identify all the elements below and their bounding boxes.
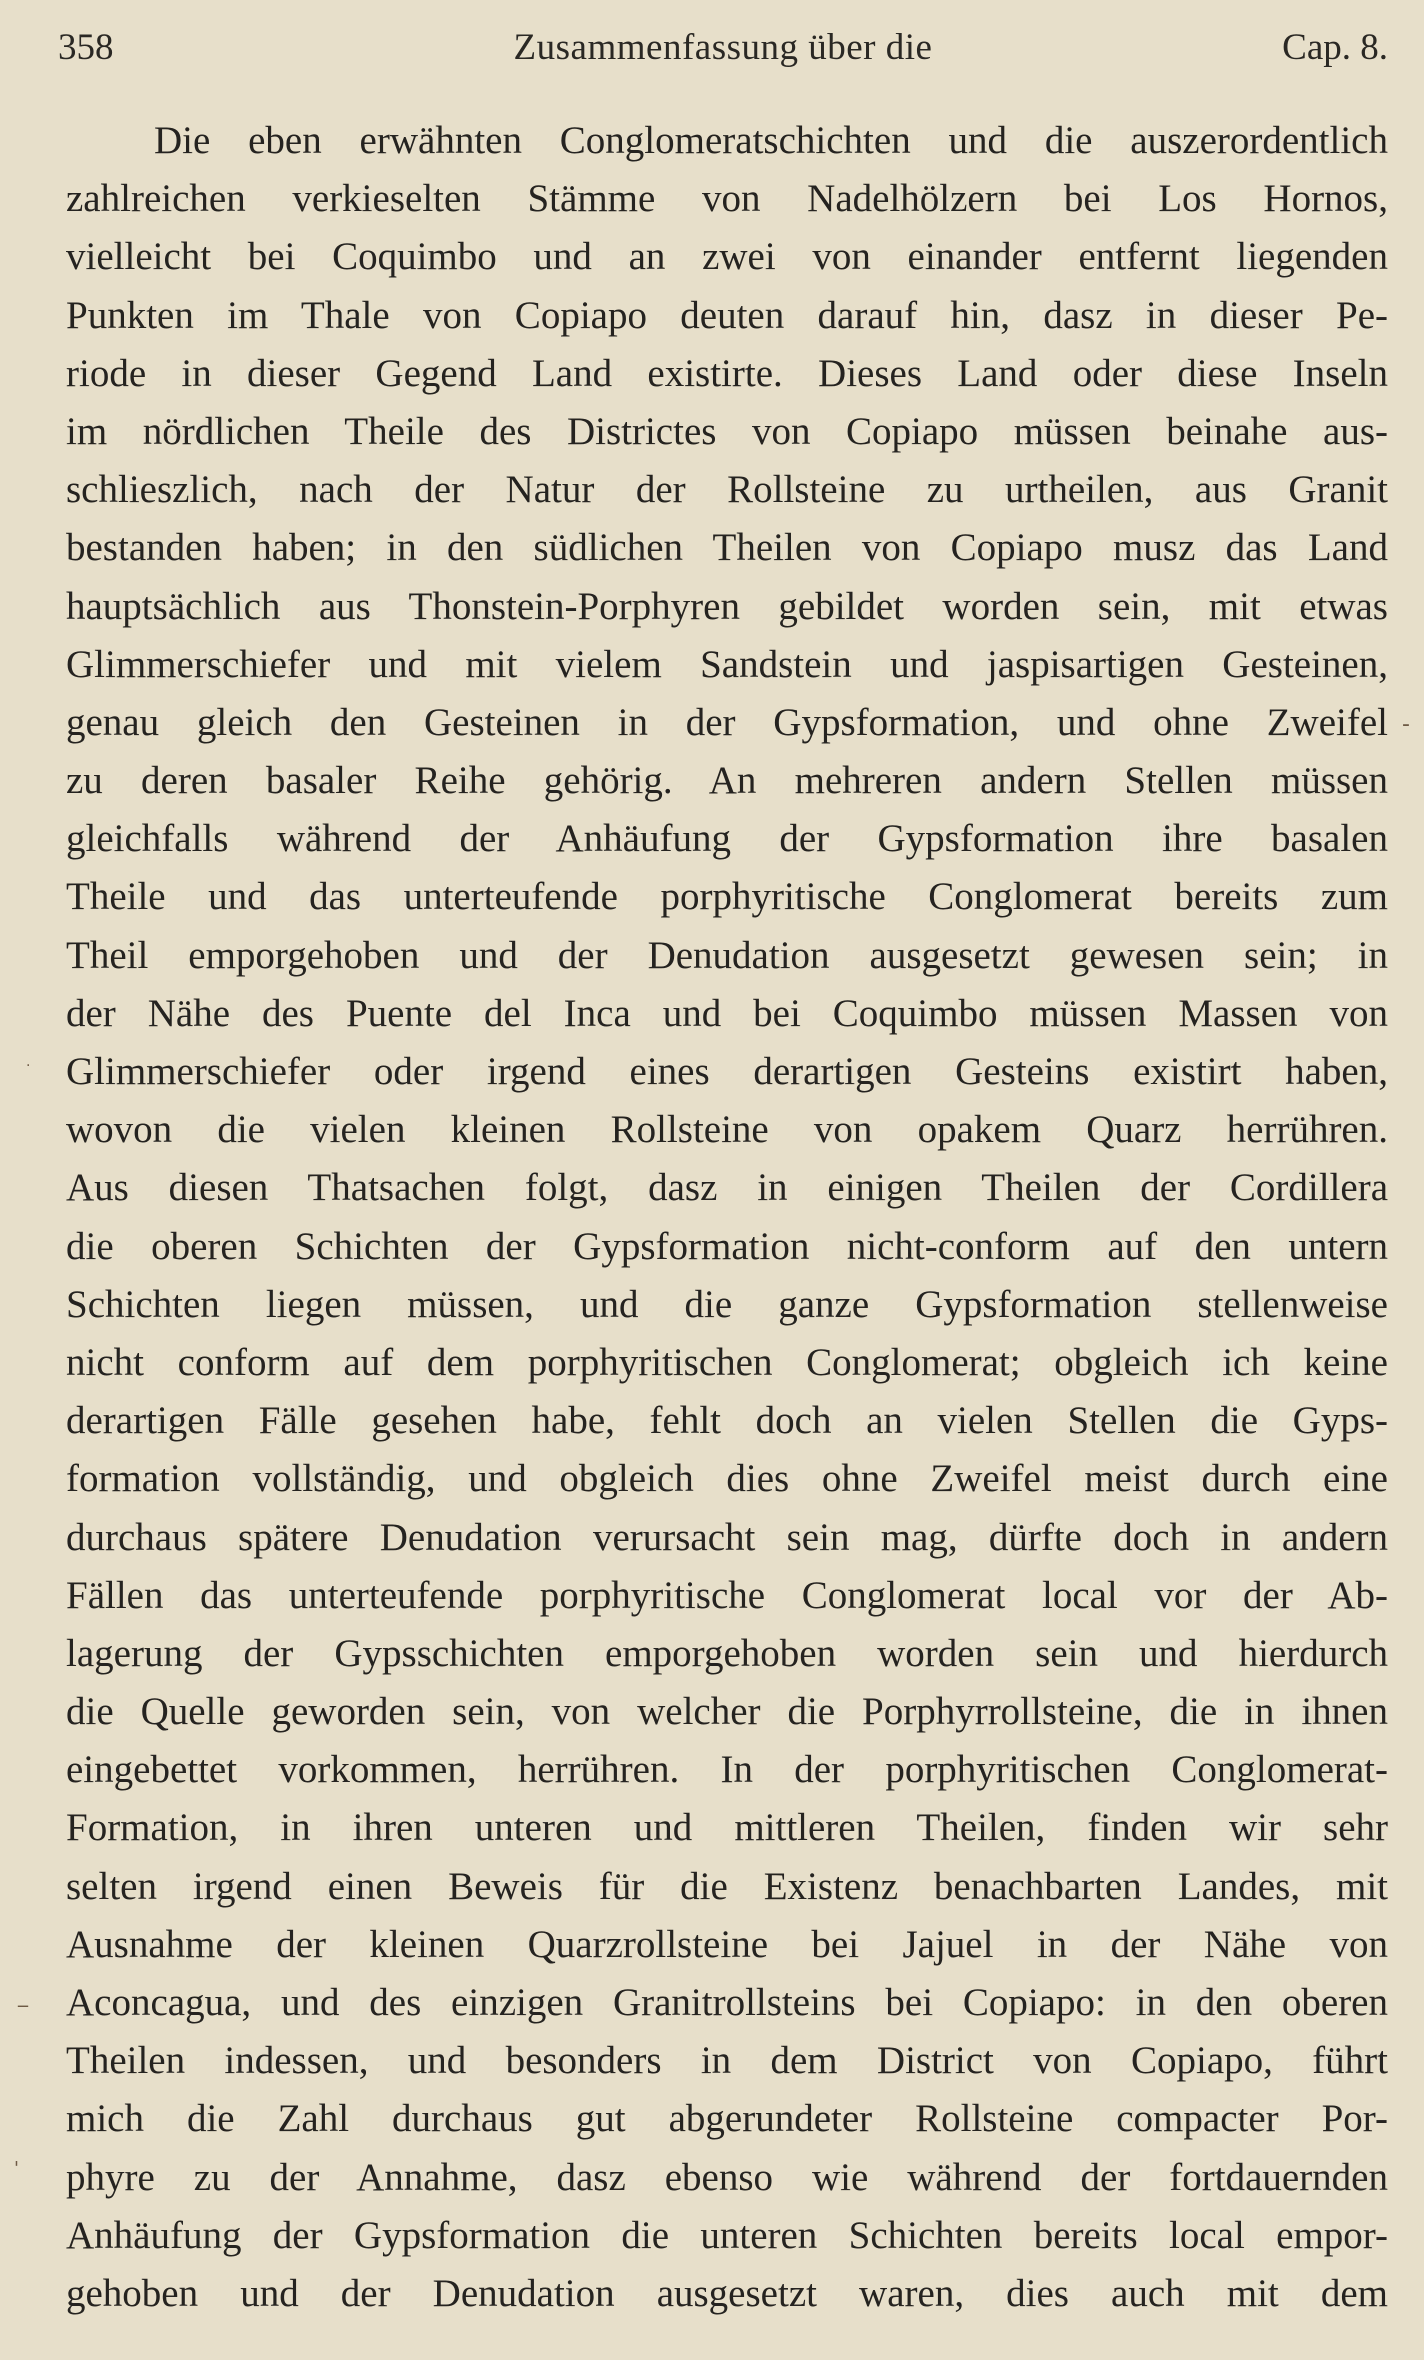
text-line: riode in dieser Gegend Land existirte. Dieses Land oder diese Inseln: [66, 351, 1388, 395]
text-line: Aus diesen Thatsachen folgt, dasz in einigen Theilen der Cordillera: [66, 1166, 1388, 1210]
text-line: zu deren basaler Reihe gehörig. An mehreren andern Stellen müssen: [66, 759, 1388, 803]
text-line: Die eben erwähnten Conglomeratschichten und die auszerordentlich: [154, 119, 1388, 162]
text-line: im nördlichen Theile des Districtes von Copiapo müssen beinahe aus-: [66, 409, 1388, 453]
text-line: die Quelle geworden sein, von welcher die Porphyrrollsteine, die in ihnen: [66, 1690, 1388, 1734]
text-line: bestanden haben; in den südlichen Theilen von Copiapo musz das Land: [66, 526, 1388, 570]
text-line: Theile und das unterteufende porphyritische Conglomerat bereits zum: [66, 875, 1388, 919]
text-line: Anhäufung der Gypsformation die unteren Schichten bereits local empor-: [66, 2213, 1388, 2257]
text-line: der Nähe des Puente del Inca und bei Coquimbo müssen Massen von: [66, 991, 1388, 1035]
text-line: die oberen Schichten der Gypsformation nicht-conform auf den untern: [66, 1224, 1388, 1268]
text-line: mich die Zahl durchaus gut abgerundeter Rollsteine compacter Por-: [66, 2097, 1388, 2141]
margin-mark-dash: ‾: [18, 2002, 28, 2026]
text-line: Formation, in ihren unteren und mittleren Theilen, finden wir sehr: [66, 1806, 1388, 1850]
text-line: gehoben und der Denudation ausgesetzt waren, dies auch mit dem: [66, 2271, 1388, 2315]
text-line: durchaus spätere Denudation verursacht sein mag, dürfte doch in andern: [66, 1515, 1388, 1559]
page-header: [58, 18, 1388, 78]
text-line: gleichfalls während der Anhäufung der Gypsformation ihre basalen: [66, 817, 1388, 861]
text-line: formation vollständig, und obgleich dies ohne Zweifel meist durch eine: [66, 1457, 1388, 1501]
text-line: Aconcagua, und des einzigen Granitrollsteins bei Copiapo: in den oberen: [66, 1981, 1388, 2024]
text-line: nicht conform auf dem porphyritischen Conglomerat; obgleich ich keine: [66, 1340, 1388, 1384]
running-title: Zusammenfassung über die: [513, 27, 933, 68]
text-line: Theilen indessen, und besonders in dem District von Copiapo, führt: [66, 2039, 1388, 2083]
chapter-label: Cap. 8.: [1282, 27, 1388, 68]
margin-mark-right: -: [1402, 712, 1410, 737]
margin-mark-tick: ': [14, 2158, 19, 2179]
text-line: selten irgend einen Beweis für die Existenz benachbarten Landes, mit: [66, 1864, 1388, 1908]
text-line: Ausnahme der kleinen Quarzrollsteine bei Jajuel in der Nähe von: [66, 1922, 1388, 1966]
text-line: zahlreichen verkieselten Stämme von Nadelhölzern bei Los Hornos,: [66, 177, 1388, 221]
text-line: Glimmerschiefer und mit vielem Sandstein und jaspisartigen Gesteinen,: [66, 642, 1388, 686]
text-line: Schichten liegen müssen, und die ganze Gypsformation stellenweise: [66, 1282, 1388, 1326]
text-line: schlieszlich, nach der Natur der Rollsteine zu urtheilen, aus Granit: [66, 468, 1388, 512]
text-line: vielleicht bei Coquimbo und an zwei von einander entfernt liegenden: [66, 235, 1388, 279]
text-line: wovon die vielen kleinen Rollsteine von opakem Quarz herrühren.: [66, 1108, 1388, 1152]
text-line: lagerung der Gypsschichten emporgehoben worden sein und hierdurch: [66, 1631, 1388, 1675]
margin-mark-dot: ·: [26, 1058, 31, 1074]
text-line: Theil emporgehoben und der Denudation ausgesetzt gewesen sein; in: [66, 933, 1388, 977]
paragraph: [66, 112, 1388, 2323]
text-line: Fällen das unterteufende porphyritische Conglomerat local vor der Ab-: [66, 1573, 1388, 1617]
page-number: 358: [58, 27, 114, 68]
text-line: eingebettet vorkommen, herrühren. In der porphyritischen Conglomerat-: [66, 1748, 1388, 1792]
text-line: phyre zu der Annahme, dasz ebenso wie während der fortdauernden: [66, 2155, 1388, 2199]
text-line: Punkten im Thale von Copiapo deuten darauf hin, dasz in dieser Pe-: [66, 293, 1388, 337]
text-line: Glimmerschiefer oder irgend eines derartigen Gesteins existirt haben,: [66, 1050, 1388, 1093]
text-line: genau gleich den Gesteinen in der Gypsformation, und ohne Zweifel: [66, 700, 1388, 744]
text-line: derartigen Fälle gesehen habe, fehlt doch an vielen Stellen die Gyps-: [66, 1399, 1388, 1443]
text-line: hauptsächlich aus Thonstein-Porphyren gebildet worden sein, mit etwas: [66, 584, 1388, 628]
